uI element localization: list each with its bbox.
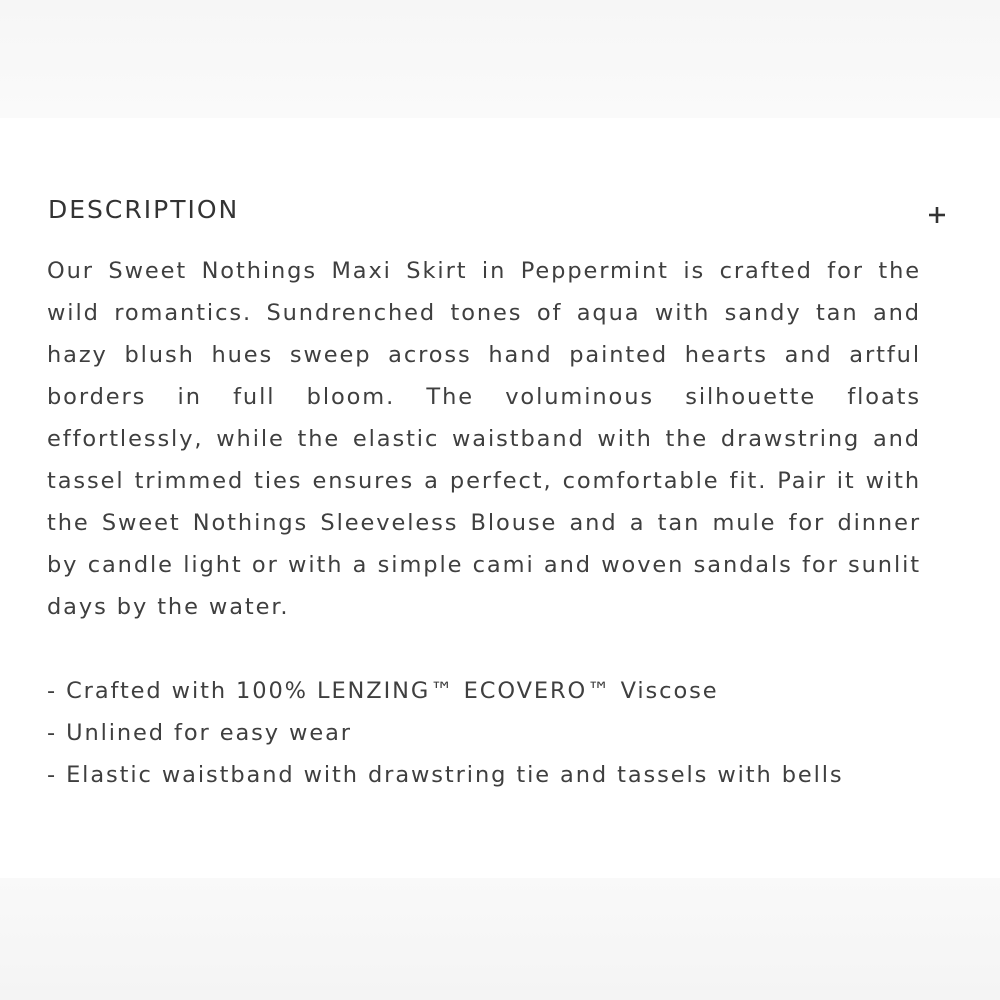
expand-toggle-button[interactable] [922,200,952,230]
description-text: Our Sweet Nothings Maxi Skirt in Peppermint is crafted for the wild romantics. Sundrenched tones of aqua with sandy tan and hazy blush hues sweep across hand painted hearts and artful borders in full bloom. The voluminous silhouette floats effortlessly, while the elastic waistband with the drawstring and tassel trimmed ties ensures a perfect, comfortable fit. Pair it with the Sweet Nothings Sleeveless Blouse and a tan mule for dinner by candle light or with a simple cami and woven sandals for sunlit days by the water. [47,258,921,620]
feature-item: - Unlined for easy wear [47,720,352,746]
feature-item: - Crafted with 100% LENZING™ ECOVERO™ Viscose [47,678,719,704]
top-background [0,0,1000,118]
feature-item: - Elastic waistband with drawstring tie and tassels with bells [47,762,844,788]
section-heading: DESCRIPTION [48,195,240,224]
plus-icon [922,200,952,230]
bottom-background [0,878,1000,1000]
feature-list [47,670,947,796]
